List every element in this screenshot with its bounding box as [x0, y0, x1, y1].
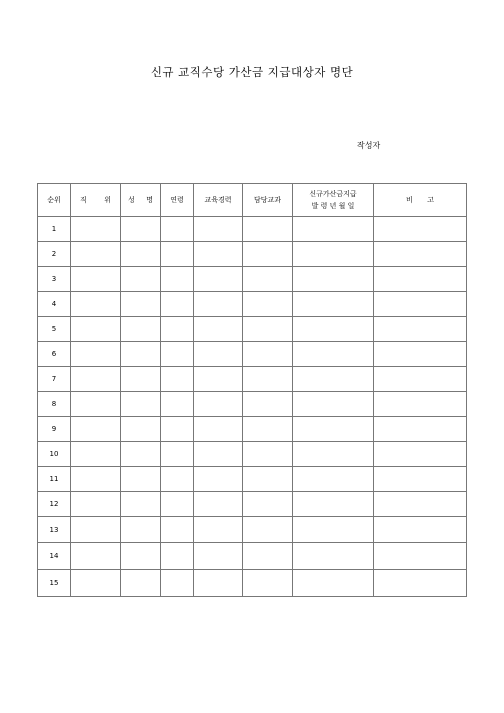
cell-position[interactable] [71, 367, 121, 392]
cell-pay-date[interactable] [293, 517, 374, 543]
cell-remarks[interactable] [374, 317, 467, 342]
cell-name[interactable] [121, 267, 161, 292]
cell-position[interactable] [71, 392, 121, 417]
cell-position[interactable] [71, 467, 121, 492]
row-seq: 10 [38, 442, 71, 467]
cell-remarks[interactable] [374, 492, 467, 517]
cell-age[interactable] [161, 217, 194, 242]
row-seq: 4 [38, 292, 71, 317]
table-row [38, 392, 467, 417]
row-seq: 7 [38, 367, 71, 392]
cell-pay-date[interactable] [293, 217, 374, 242]
cell-remarks[interactable] [374, 342, 467, 367]
table-row [38, 467, 467, 492]
cell-pay-date[interactable] [293, 367, 374, 392]
header-position [71, 184, 121, 217]
cell-remarks[interactable] [374, 392, 467, 417]
header-pay-date-line-2: 발 령 년 월 일 [311, 202, 355, 210]
cell-name[interactable] [121, 392, 161, 417]
cell-subject[interactable] [243, 267, 293, 292]
cell-age[interactable] [161, 342, 194, 367]
cell-remarks[interactable] [374, 442, 467, 467]
header-seq: 순위 [38, 184, 71, 217]
cell-name[interactable] [121, 442, 161, 467]
header-remarks-char-2: 고 [427, 196, 434, 204]
cell-career[interactable] [194, 467, 243, 492]
cell-career[interactable] [194, 242, 243, 267]
cell-age[interactable] [161, 242, 194, 267]
cell-name[interactable] [121, 517, 161, 543]
header-career: 교육경력 [194, 184, 243, 217]
row-seq: 12 [38, 492, 71, 517]
cell-remarks[interactable] [374, 517, 467, 543]
cell-pay-date[interactable] [293, 570, 374, 597]
cell-pay-date[interactable] [293, 467, 374, 492]
table-row [38, 417, 467, 442]
cell-pay-date[interactable] [293, 317, 374, 342]
row-seq: 11 [38, 467, 71, 492]
header-name-char-1: 성 [128, 196, 135, 204]
row-seq: 3 [38, 267, 71, 292]
cell-remarks[interactable] [374, 242, 467, 267]
cell-subject[interactable] [243, 317, 293, 342]
header-remarks-char-1: 비 [406, 196, 413, 204]
cell-pay-date[interactable] [293, 442, 374, 467]
cell-age[interactable] [161, 367, 194, 392]
header-subject: 담당교과 [243, 184, 293, 217]
cell-subject[interactable] [243, 467, 293, 492]
table-row [38, 292, 467, 317]
cell-remarks[interactable] [374, 367, 467, 392]
roster-body [38, 217, 467, 597]
header-remarks [374, 184, 467, 217]
cell-career[interactable] [194, 392, 243, 417]
cell-pay-date[interactable] [293, 342, 374, 367]
cell-subject[interactable] [243, 543, 293, 570]
cell-remarks[interactable] [374, 267, 467, 292]
cell-name[interactable] [121, 342, 161, 367]
cell-pay-date[interactable] [293, 392, 374, 417]
cell-pay-date[interactable] [293, 292, 374, 317]
row-seq: 8 [38, 392, 71, 417]
cell-subject[interactable] [243, 367, 293, 392]
cell-pay-date[interactable] [293, 267, 374, 292]
document-title: 신규 교직수당 가산금 지급대상자 명단 [150, 65, 354, 79]
cell-remarks[interactable] [374, 217, 467, 242]
cell-subject[interactable] [243, 242, 293, 267]
row-seq: 9 [38, 417, 71, 442]
cell-subject[interactable] [243, 292, 293, 317]
header-age: 연령 [161, 184, 194, 217]
row-seq: 2 [38, 242, 71, 267]
cell-name[interactable] [121, 367, 161, 392]
cell-position[interactable] [71, 543, 121, 570]
cell-age[interactable] [161, 417, 194, 442]
cell-position[interactable] [71, 570, 121, 597]
row-seq: 1 [38, 217, 71, 242]
cell-remarks[interactable] [374, 292, 467, 317]
table-row [38, 570, 467, 597]
header-pay-date [293, 184, 374, 217]
cell-subject[interactable] [243, 392, 293, 417]
cell-position[interactable] [71, 417, 121, 442]
cell-career[interactable] [194, 442, 243, 467]
table-row [38, 317, 467, 342]
cell-career[interactable] [194, 517, 243, 543]
cell-remarks[interactable] [374, 467, 467, 492]
cell-age[interactable] [161, 517, 194, 543]
table-row [38, 267, 467, 292]
cell-subject[interactable] [243, 517, 293, 543]
cell-name[interactable] [121, 317, 161, 342]
cell-subject[interactable] [243, 417, 293, 442]
cell-career[interactable] [194, 267, 243, 292]
cell-name[interactable] [121, 217, 161, 242]
cell-pay-date[interactable] [293, 543, 374, 570]
cell-age[interactable] [161, 267, 194, 292]
table-row [38, 342, 467, 367]
cell-age[interactable] [161, 570, 194, 597]
cell-remarks[interactable] [374, 417, 467, 442]
cell-pay-date[interactable] [293, 242, 374, 267]
row-seq: 5 [38, 317, 71, 342]
cell-age[interactable] [161, 392, 194, 417]
cell-age[interactable] [161, 317, 194, 342]
cell-career[interactable] [194, 543, 243, 570]
row-seq: 13 [38, 517, 71, 543]
header-position-char-1: 직 [80, 196, 87, 204]
row-seq: 15 [38, 570, 71, 597]
cell-name[interactable] [121, 242, 161, 267]
cell-position[interactable] [71, 492, 121, 517]
cell-position[interactable] [71, 292, 121, 317]
cell-position[interactable] [71, 442, 121, 467]
table-row [38, 217, 467, 242]
table-row [38, 517, 467, 543]
row-seq: 6 [38, 342, 71, 367]
header-name-char-2: 명 [146, 196, 153, 204]
header-pay-date-line-1: 신규가산금지급 [309, 190, 357, 198]
cell-position[interactable] [71, 217, 121, 242]
cell-subject[interactable] [243, 217, 293, 242]
author-label: 작성자 [357, 141, 381, 150]
header-name [121, 184, 161, 217]
cell-pay-date[interactable] [293, 492, 374, 517]
cell-remarks[interactable] [374, 570, 467, 597]
cell-name[interactable] [121, 570, 161, 597]
cell-remarks[interactable] [374, 543, 467, 570]
cell-career[interactable] [194, 492, 243, 517]
header-position-char-2: 위 [104, 196, 111, 204]
cell-name[interactable] [121, 492, 161, 517]
cell-position[interactable] [71, 242, 121, 267]
cell-subject[interactable] [243, 492, 293, 517]
header-row [38, 184, 467, 217]
cell-age[interactable] [161, 543, 194, 570]
row-seq: 14 [38, 543, 71, 570]
cell-age[interactable] [161, 467, 194, 492]
cell-position[interactable] [71, 517, 121, 543]
cell-name[interactable] [121, 417, 161, 442]
table-row [38, 242, 467, 267]
table-row [38, 367, 467, 392]
cell-name[interactable] [121, 467, 161, 492]
roster-table [37, 183, 467, 597]
cell-name[interactable] [121, 292, 161, 317]
cell-age[interactable] [161, 492, 194, 517]
cell-position[interactable] [71, 342, 121, 367]
cell-age[interactable] [161, 442, 194, 467]
cell-position[interactable] [71, 317, 121, 342]
cell-career[interactable] [194, 570, 243, 597]
cell-pay-date[interactable] [293, 417, 374, 442]
table-row [38, 442, 467, 467]
table-row [38, 543, 467, 570]
cell-subject[interactable] [243, 342, 293, 367]
cell-subject[interactable] [243, 442, 293, 467]
cell-name[interactable] [121, 543, 161, 570]
table-row [38, 492, 467, 517]
cell-position[interactable] [71, 267, 121, 292]
cell-career[interactable] [194, 292, 243, 317]
cell-career[interactable] [194, 342, 243, 367]
cell-subject[interactable] [243, 570, 293, 597]
cell-career[interactable] [194, 317, 243, 342]
cell-career[interactable] [194, 217, 243, 242]
cell-career[interactable] [194, 367, 243, 392]
cell-age[interactable] [161, 292, 194, 317]
cell-career[interactable] [194, 417, 243, 442]
